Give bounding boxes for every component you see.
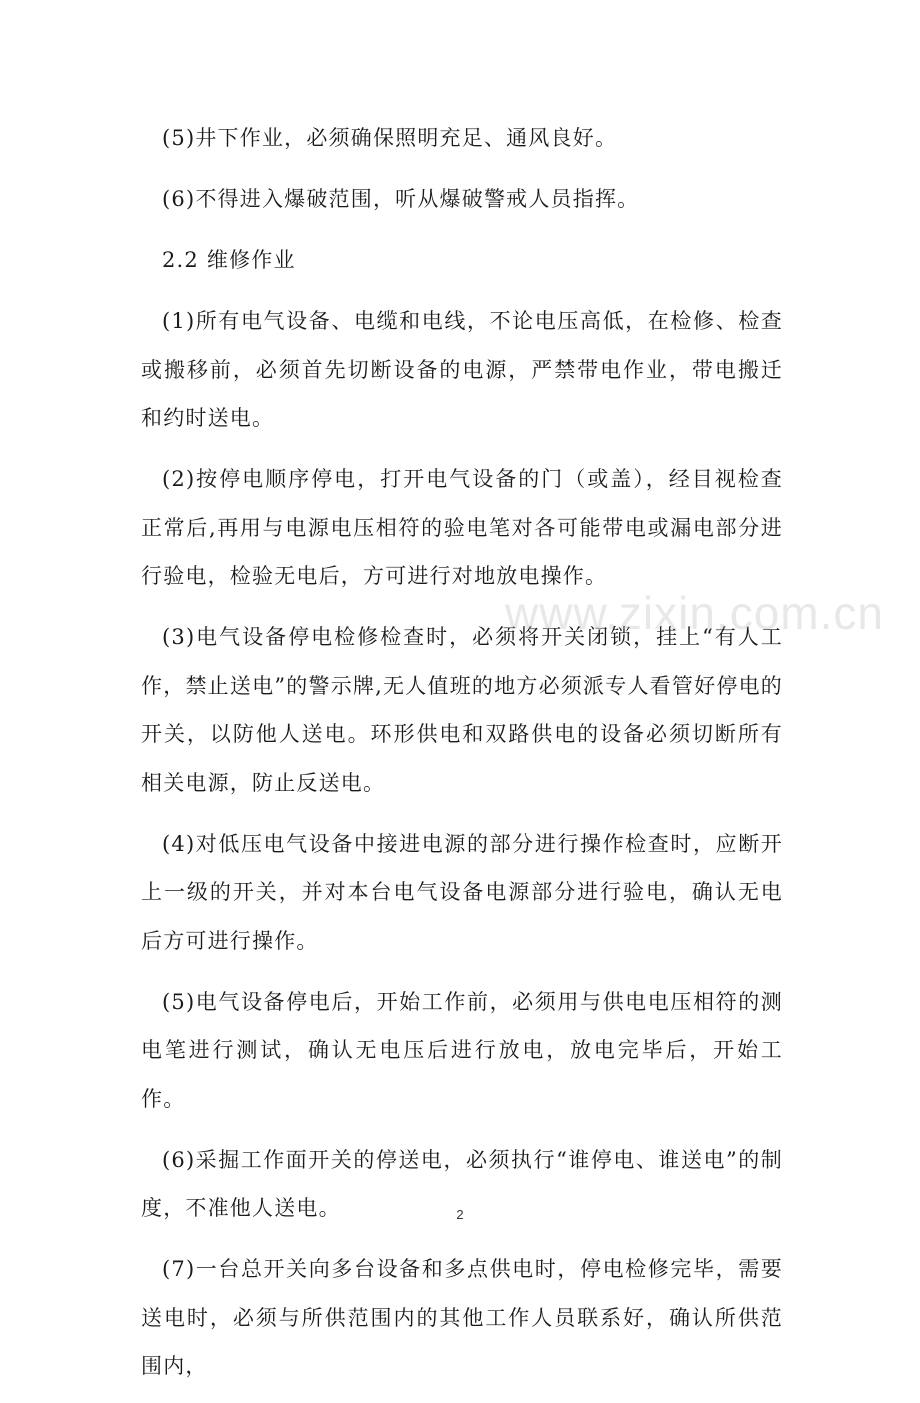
watermark: www.zixin.com.cn [505, 587, 884, 639]
paragraph: (1)所有电气设备、电缆和电线，不论电压高低，在检修、检查或搬移前，必须首先切断设备的电源，严禁带电作业，带电搬迁和约时送电。 [141, 309, 783, 430]
paragraph: (6)不得进入爆破范围，听从爆破警戒人员指挥。 [162, 187, 640, 211]
paragraph: (3)电气设备停电检修检查时，必须将开关闭锁，挂上“有人工作，禁止送电”的警示牌,无人值班的地方必须派专人看管好停电的开关，以防他人送电。环形供电和双路供电的设备必须切断所有相关电源，防止反送电。 [141, 625, 783, 795]
paragraph: (4)对低压电气设备中接进电源的部分进行操作检查时，应断开上一级的开关，并对本台电气设备电源部分进行验电，确认无电后方可进行操作。 [141, 831, 783, 953]
page-number: 2 [456, 1207, 464, 1222]
paragraph: (5)井下作业，必须确保照明充足、通风良好。 [162, 126, 618, 150]
paragraph: (6)采掘工作面开关的停送电，必须执行“谁停电、谁送电”的制度，不准他人送电。 [141, 1147, 783, 1220]
paragraph: (5)电气设备停电后，开始工作前，必须用与供电电压相符的测电笔进行测试，确认无电压后进行放电，放电完毕后，开始工作。 [141, 989, 783, 1111]
paragraph: (2)按停电顺序停电，打开电气设备的门（或盖），经目视检查正常后,再用与电源电压相符的验电笔对各可能带电或漏电部分进行验电，检验无电后，方可进行对地放电操作。 [141, 467, 783, 588]
paragraph: (7)一台总开关向多台设备和多点供电时，停电检修完毕，需要送电时，必须与所供范围内的其他工作人员联系好，确认所供范围内， [141, 1257, 783, 1378]
section-heading: 2.2 维修作业 [162, 248, 296, 272]
